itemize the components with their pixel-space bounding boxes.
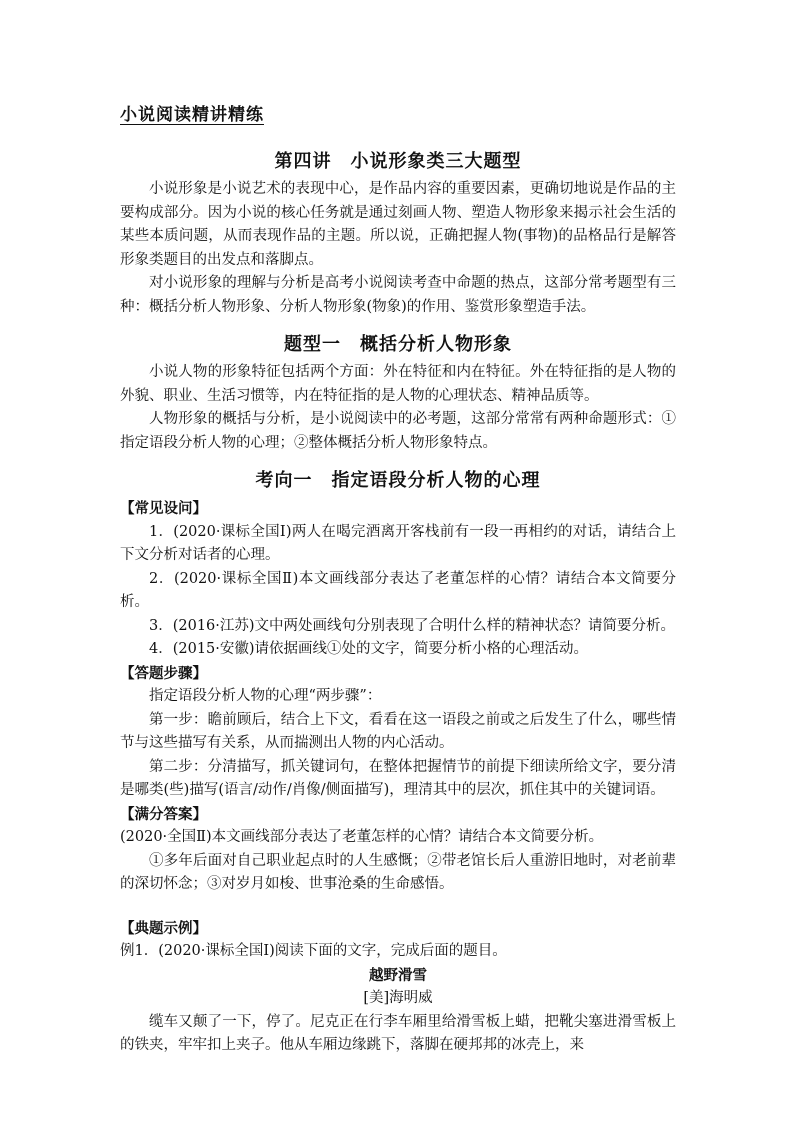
common-questions-label: 【常见设问】 bbox=[120, 500, 207, 517]
lecture-paragraph-1: 小说形象是小说艺术的表现中心，是作品内容的重要因素，更确切地说是作品的主要构成部分。因为小说的核心任务就是通过刻画人物、塑造人物形象来揭示社会生活的某些本质问题，从而表现作品的主题。所以说，正确把握人物(事物)的品格品行是解答形象类题目的出发点和落脚点。 bbox=[120, 181, 676, 268]
full-score-answer-label: 【满分答案】 bbox=[120, 805, 207, 823]
type1-paragraph-1: 小说人物的形象特征包括两个方面：外在特征和内在特征。外在特征指的是人物的外貌、职业、生活习惯等，内在特征指的是人物的心理状态、精神品质等。 bbox=[120, 364, 676, 404]
step-one: 第一步：瞻前顾后，结合上下文，看看在这一语段之前或之后发生了什么，哪些情节与这些描写有关系，从而揣测出人物的内心活动。 bbox=[120, 711, 676, 751]
question-item: 1．(2020·课标全国Ⅰ)两人在喝完酒离开客栈前有一段一再相约的对话，请结合上下文分析对话者的心理。 bbox=[120, 523, 676, 563]
question-item: 4．(2015·安徽)请依据画线①处的文字，简要分析小格的心理活动。 bbox=[149, 641, 589, 657]
main-content bbox=[120, 148, 676, 1058]
type1-paragraph-2: 人物形象的概括与分析，是小说阅读中的必考题，这部分常常有两种命题形式：①指定语段分析人物的心理；②整体概括分析人物形象特点。 bbox=[120, 411, 676, 451]
direction1-title: 考向一 指定语段分析人物的心理 bbox=[255, 470, 541, 491]
steps-intro: 指定语段分析人物的心理“两步骤”： bbox=[149, 688, 382, 704]
series-header: 小说阅读精讲精练 bbox=[120, 105, 264, 125]
answer-steps-label: 【答题步骤】 bbox=[120, 664, 207, 682]
story-title: 越野滑雪 bbox=[369, 966, 427, 984]
lecture-title: 第四讲 小说形象类三大题型 bbox=[274, 151, 522, 172]
story-author: [美]海明威 bbox=[363, 990, 433, 1006]
example-label: 【典题示例】 bbox=[120, 919, 207, 937]
step-two: 第二步：分清描写，抓关键词句，在整体把握情节的前提下细读所给文字，要分清是哪类(些)描写(语言/动作/肖像/侧面描写)，理清其中的层次，抓住其中的关键词语。 bbox=[120, 758, 676, 798]
question-item: 3．(2016·江苏)文中两处画线句分别表现了合明什么样的精神状态？请简要分析。 bbox=[149, 617, 676, 634]
story-text: 缆车又颠了一下，停了。尼克正在行李车厢里给滑雪板上蜡，把靴尖塞进滑雪板上的铁夹，牢牢扣上夹子。他从车厢边缘跳下，落脚在硬邦邦的冰壳上，来 bbox=[120, 1013, 676, 1053]
answer-text: ①多年后面对自己职业起点时的人生感慨；②带老馆长后人重游旧地时，对老前辈的深切怀念；③对岁月如梭、世事沧桑的生命感悟。 bbox=[120, 852, 676, 892]
lecture-paragraph-2: 对小说形象的理解与分析是高考小说阅读考查中命题的热点，这部分常考题型有三种：概括分析人物形象、分析人物形象(物象)的作用、鉴赏形象塑造手法。 bbox=[120, 275, 676, 315]
question-item: 2．(2020·课标全国Ⅱ)本文画线部分表达了老董怎样的心情？请结合本文简要分析。 bbox=[120, 570, 676, 610]
example-intro: 例1．(2020·课标全国Ⅰ)阅读下面的文字，完成后面的题目。 bbox=[120, 943, 507, 959]
answer-question: (2020·全国Ⅱ)本文画线部分表达了老董怎样的心情？请结合本文简要分析。 bbox=[120, 829, 604, 845]
type1-title: 题型一 概括分析人物形象 bbox=[284, 334, 512, 355]
